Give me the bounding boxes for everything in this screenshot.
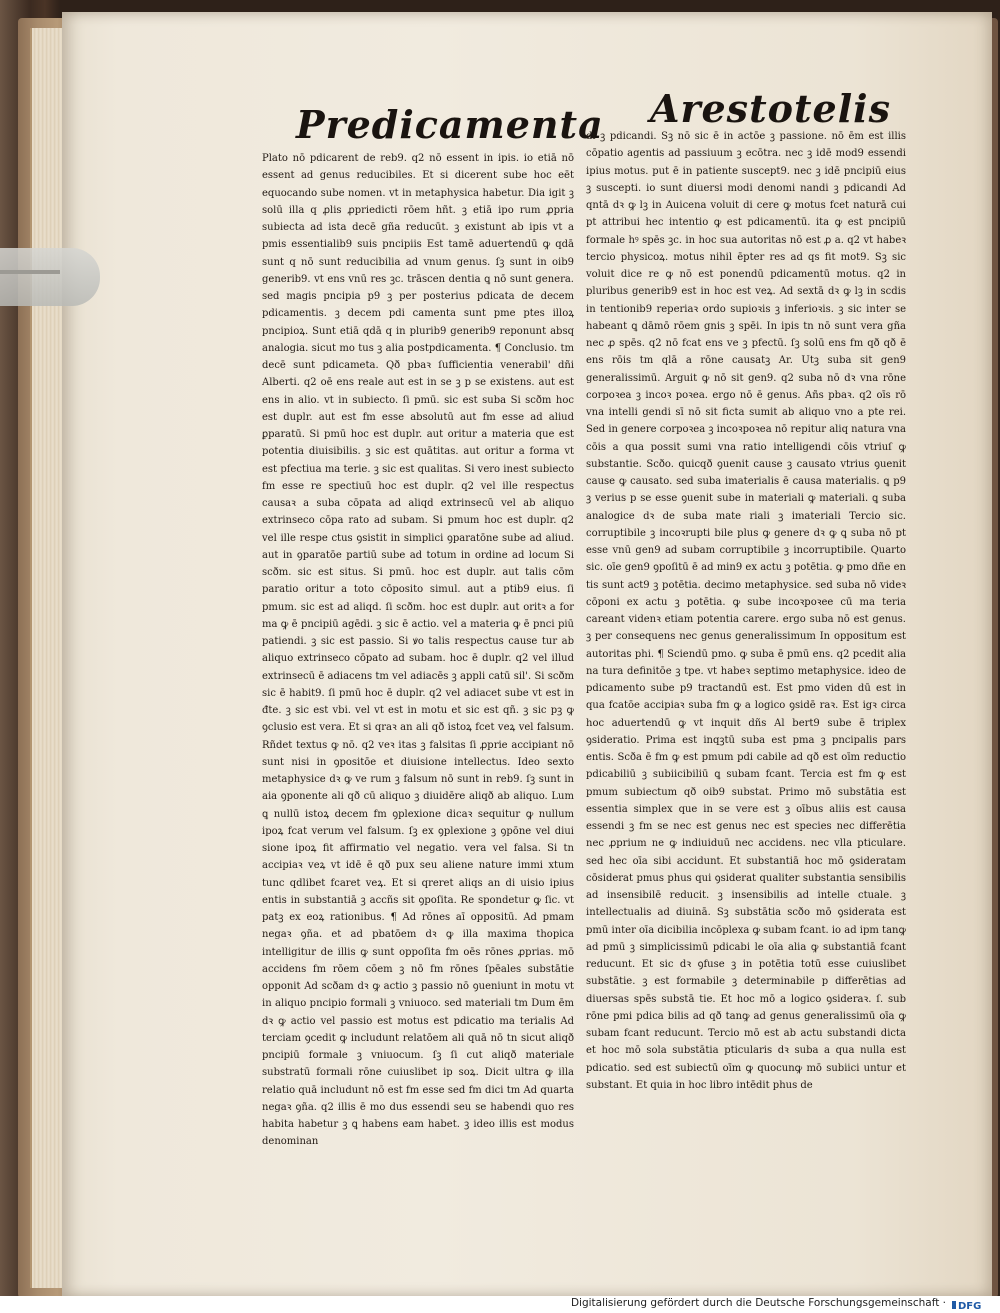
dfg-logo-text: DFG <box>958 1301 982 1312</box>
text-column-left <box>262 150 574 1148</box>
column-right-text: di ꝫ pdicandi. Sꝫ nō sic ē in actōe ꝫ passione. nō ēm est illis cōpatio agentis ad passiuum ꝫ ecōtra. nec ꝫ idē mod9 essendi ipius motus. put ē in patiente suscept9. nec ꝫ idē pncipiū eius ꝫ suscepti. io sunt diuersi modi denomi nandi ꝫ pdicandi Ad qntā dꝛ ꝙ lꝫ in Auicena voluit di cere ꝙ motus fcet naturā cui pt attribui hec intentio ꝙ est pdicamentū. ita ꝙ est pncipiū formale hꝰ spēs ꝫc. in hoc sua autoritas nō est ꝓ a. q2 vt habeꝛ tercio physicoꝝ. motus nihil ēpter res ad qs fit mot9. Sꝫ sic voluit dice re ꝙ nō est ponendū pdicamentū motus. q2 in pluribus generib9 est in hoc est veꝝ. Ad sextā dꝛ ꝙ lꝫ in scdis in tentionib9 reperiaꝛ ordo supioꝛis ꝫ inferioꝛis. ꝫ sic inter se habeant ꝗ dāmō rōem gnis ꝫ spēi. In ipis tn nō sunt vera gña nec ꝓ spēs. q2 nō fcat ens ve ꝫ pfectū. ſꝫ solū ens fm qð qð ē ens rōis tm qlā a rōne causatꝫ Ar. Utꝫ suba sit gen9 generalissimū. Arguit ꝙ nō sit gen9. q2 suba nō dꝛ vna rōne corpoꝛea ꝫ incoꝛ poꝛea. ergo nō ē genus. Añs pbaꝛ. q2 oīs rō vna intelli gendi sī nō sit ficta sumit ab aliquo vno a pte rei. Sed in genere corpoꝛea ꝫ incoꝛpoꝛea nō repitur aliq natura vna cōis a qua possit sumi vna ratio intelligendi cōis vtriuſ ꝙ substantie. Scðo. quicqð ꝯuenit cause ꝫ causato vtrius ꝯuenit cause ꝙ causato. sed suba imaterialis ē causa materialis. ꝗ p9 ꝫ verius p se esse ꝯuenit sube in materiali ꝙ materiali. ꝗ suba analogice dꝛ de suba mate riali ꝫ imateriali Tercio sic. corruptibile ꝫ incoꝛrupti bile plus ꝙ genere dꝛ ꝙ ꝗ suba nō pt esse vnū gen9 ad subam corruptibile ꝫ incorruptibile. Quarto sic. oīe gen9 ꝯpoſitū ē ad min9 ex actu ꝫ potētia. ꝙ pmo dñe en tis sunt act9 ꝫ potētia. decimo metaphysice. sed suba nō videꝛ cōponi ex actu ꝫ potētia. ꝙ sube incoꝛpoꝛee cū ma teria careant videnꝛ etiam potentia carere. ergo suba nō est genus. ꝫ per consequens nec genus generalissimum In oppositum est autoritas phi. ¶ Sciendū pmo. ꝙ suba ē pmū ens. q2 pcedit alia na tura definitōe ꝫ tpe. vt habeꝛ septimo metaphysice. ideo de pdicamento sube p9 tractandū est. Est pmo viden dū est in qua fcatōe accipiaꝛ suba fm ꝙ a logico ꝯsidē raꝛ. Est igꝛ circa hoc aduertendū ꝙ vt inquit dñs Al bert9 sube ē triplex ꝯsideratio. Prima est inqꝫtū suba est pma ꝫ pncipalis pars entis. Scða ē fm ꝙ est pmum pdi cabile ad qð est oīm reductio pdicabiliū ꝫ subiicibiliū ꝗ subam fcant. Tercia est fm ꝙ est pmum subiectum qð oib9 substat. Primo mō substātia est essentia simplex que in se vere est ꝫ oībus aliis est causa essendi ꝫ fm se nec est genus nec est species nec differētia nec ꝓprium ne ꝙ indiuiduū nec accidens. nec vlla pticulare. sed hec oīa sibi accidunt. Et substantiā hoc mō ꝯsideratam cōsiderat pmus phus qui ꝯsiderat qualiter substantia sensibilis ad insensibilē reducit. ꝫ insensibilis ad intelle ctuale. ꝫ intellectualis ad diuinā. Sꝫ substātia scðo mō ꝯsiderata est pmū inter oīa dicibilia incōplexa ꝙ subam fcant. io ad ipm tanꝙ ad pmū ꝫ simplicissimū pdicabi le oīa alia ꝙ substantiā fcant reducunt. Et sic dꝛ ꝯfuse ꝫ in potētia totū esse cuiuslibet substātie. ꝫ est formabile ꝫ determinabile p differētias ad diuersas spēs substā tie. Et hoc mō a logico ꝯsideraꝛ. ſ. sub rōne pmi pdica bilis ad qð tanꝙ ad genus generalissimū oīa ꝙ subam fcant reducunt. Tercio mō est ab actu substandi dicta et hoc mō sola substātia pticularis dꝛ suba a qua nulla est pdicatio. sed est subiectū oīm ꝙ quocunꝙ mō subiici untur et substant. Et quia in hoc libro intēdit phus de <box>586 131 906 1091</box>
text-column-right <box>586 128 906 1091</box>
running-head-left: Predicamenta <box>296 102 604 147</box>
dfg-logo <box>952 1299 992 1311</box>
running-head-right: Arestotelis <box>650 86 891 131</box>
funding-credit: Digitalisierung gefördert durch die Deutsche Forschungsgemeinschaft · <box>570 1297 946 1309</box>
column-left-text: Plato nō pdicarent de reb9. q2 nō essent in ipis. io etiā nō essent ad genus reducibiles. Et si dicerent sube hoc eēt equocando sube nomen. vt in metaphysica habetur. Dia igit ꝫ solū illa q ꝓlis ꝓpriedicti rōem hñt. ꝫ etiā ipo rum ꝓpria subiecta ad ista decē gña reducūt. ꝫ existunt ab ipis vt a pmis essentialib9 suis pncipiis Est tamē aduertendū ꝙ qdā sunt q nō sunt reducibilia ad vnum genus. ſꝫ sunt in oib9 generib9. vt ens vnū res ꝫc. trāscen dentia ꝗ nō sunt genera. sed magis pncipia p9 ꝫ per posterius pdicata de decem pdicamentis. ꝫ decem pdi camenta sunt pme ptes illoꝝ pncipioꝝ. Sunt etiā qdā q in plurib9 generib9 reponunt absq analogia. sicut mo tus ꝫ alia postpdicamenta. ¶ Conclusio. tm decē sunt pdicameta. Qð pbaꝛ ſufficientia venerabil' dñi Alberti. q2 oē ens reale aut est in se ꝫ p se existens. aut est ens in alio. vt in subiecto. ſi pmū. sic est suba Si scðm hoc est duplr. aut est fm esse absolutū aut fm esse ad aliud ꝑparatū. Si pmū hoc est duplr. aut oritur a materia que est potentia diuisibilis. ꝫ sic est quātitas. aut oritur a forma vt est pfectiua ma terie. ꝫ sic est qualitas. Si vero inest subiecto fm esse re spectiuū hoc est duplr. q2 vel ille respectus causaꝛ a suba cōpata ad aliqd extrinsecū vel ab aliquo extrinseco cōpa rato ad subam. Si pmum hoc est duplr. q2 vel ille respe ctus ꝯsistit in simplici ꝯparatōne sube ad aliud. aut in ꝯparatōe partiū sube ad totum in ordine ad locum Si scðm. sic est situs. Si pmū. hoc est duplr. aut talis cōm paratio oritur a toto cōposito simul. aut a ptib9 eius. ſi pmum. sic est ad aliqd. ſi scðm. hoc est duplr. aut oritꝛ a for ma ꝙ ē pncipiū agēdi. ꝫ sic ē actio. vel a materia ꝙ ē pnci piū patiendi. ꝫ sic est passio. Si ꝟo talis respectus cause tur ab aliquo extrinseco cōpato ad subam. hoc ē duplr. q2 vel illud extrinsecū ē adiacens tm vel adiacēs ꝫ appli catū sil'. Si scðm sic ē habit9. ſi pmū hoc ē duplr. q2 vel adiacet sube vt est in đte. ꝫ sic est vbi. vel vt est in motu et sic est qñ. ꝫ sic pꝫ ꝙ ꝯclusio est vera. Et si qraꝛ an ali qð istoꝝ fcet veꝝ vel falsum. Rñdet textus ꝙ nō. q2 veꝛ itas ꝫ falsitas ſi ꝓprie accipiant nō sunt nisi in ꝯpositōe et diuisione intellectus. Ideo sexto metaphysice dꝛ ꝙ ve rum ꝫ falsum nō sunt in reb9. ſꝫ sunt in aia ꝯponente ali qð cū aliquo ꝫ diuidēre aliqð ab aliquo. Lum ꝗ nullū istoꝝ decem fm ꝯplexione dicaꝛ sequitur ꝙ nullum ipoꝝ fcat verum vel falsum. ſꝫ ex ꝯplexione ꝫ ꝯpōne vel diui sione ipoꝝ fit affirmatio vel negatio. vera vel falsa. Si tn accipiaꝛ veꝝ vt idē ē qð pux seu aliene nature immi xtum tunc qdlibet fcaret veꝝ. Et si qreret aliqs an di uisio ipius entis in substantiā ꝫ accñs sit ꝯpoſita. Re spondetur ꝙ ſic. vt patꝫ ex eoꝝ rationibus. ¶ Ad rōnes aī oppositū. Ad pmam negaꝛ ꝯña. et ad pbatōem dꝛ ꝙ illa maxima thopica intelligitur de illis ꝙ sunt oppoſita fm oēs rōnes ꝓprias. mō accidens fm rōem cōem ꝫ nō fm rōnes ſpēales substātie opponit Ad scðam dꝛ ꝙ actio ꝫ passio nō ꝯueniunt in motu vt in aliquo pncipio formali ꝫ vniuoco. sed materiali tm Dum ēm dꝛ ꝙ actio vel passio est motus est pdicatio ma terialis Ad terciam ꝯcedit ꝙ includunt relatōem ali quā nō tn sicut aliqð pncipiū formale ꝫ vniuocum. ſꝫ ſi cut aliqð materiale substratū formali rōne cuiuslibet ip soꝝ. Dicit ultra ꝙ illa relatio quā includunt nō est fm esse sed fm dici tm Ad quarta negaꝛ ꝯña. q2 illis ē mo dus essendi seu se habendi quo res habita habetur ꝫ ꝗ habens eam habet. ꝫ ideo illis est modus denominan <box>262 153 574 1148</box>
page-clip-line <box>0 270 60 274</box>
page-clip <box>0 248 100 306</box>
